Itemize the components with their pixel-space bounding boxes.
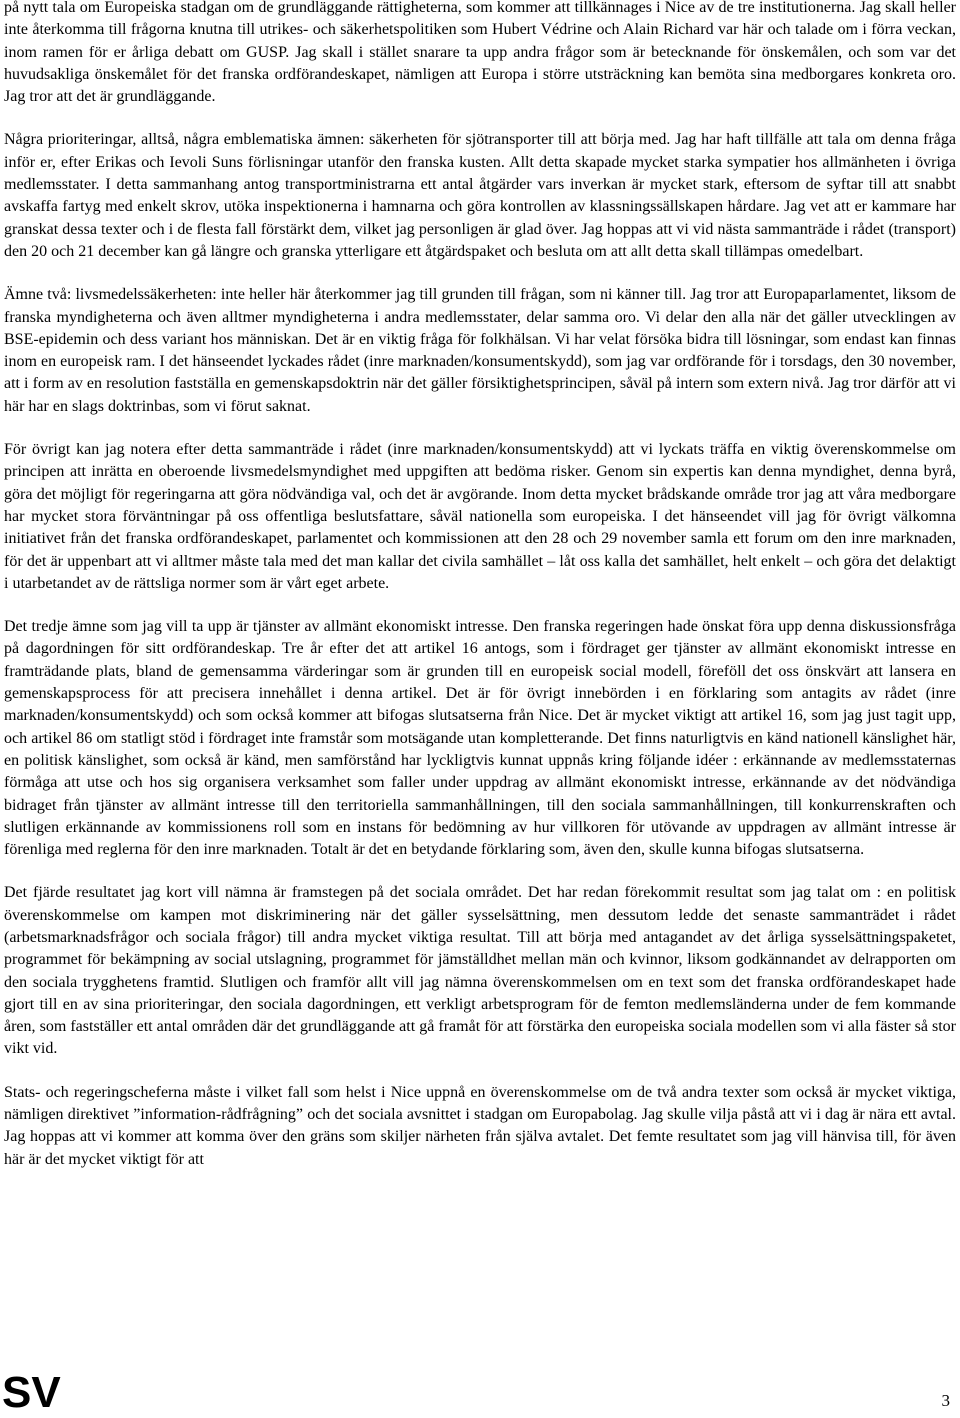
paragraph-1: på nytt tala om Europeiska stadgan om de grundläggande rättigheterna, som kommer att tillkännages i Nice av de tre institutionerna. Jag skall heller inte återkomma till frågorna knutna till utrikes- och säkerhetspolitiken som Hubert Védrine och Alain Richard var här och talade om i förra veckan, inom ramen för er årliga debatt om GUSP. Jag skall i stället snarare ta upp andra frågor som är betecknande för önskemålen, och som var det huvudsakliga önskemålet för det franska ordförandeskapet, nämligen att Europa i större utsträckning kan bemöta sina medborgares konkreta oro. Jag tror att det är grundläggande. [4, 0, 956, 106]
paragraph-4: För övrigt kan jag notera efter detta sammanträde i rådet (inre marknaden/konsumentskydd) att vi lyckats träffa en viktig överenskommelse om principen att inrätta en oberoende livsmedelsmyndighet med uppgiften att bedöma risker. Genom sin expertis kan denna myndighet, denna byrå, göra det möjligt för regeringarna att göra nödvändiga val, och det är avgörande. Inom detta mycket brådskande område tror jag att våra medborgare har mycket stora förväntningar på oss offentliga beslutsfattare, såväl nationella som europeiska. I det hänseendet vill jag för övrigt välkomna initiativet från det franska ordförandeskapet, parlamentet och kommissionen att den 28 och 29 november samla ett forum om den inre marknaden, för det är uppenbart att vi alltmer måste tala med det man kallar det civila samhället – låt oss kalla det samhället, helt enkelt – och göra det delaktigt i utarbetandet av de rättsliga normer som är vårt eget arbete. [4, 441, 956, 592]
paragraph-7: Stats- och regeringscheferna måste i vilket fall som helst i Nice uppnå en överenskommelse om de två andra texter som också är mycket viktiga, nämligen direktivet ”information-rådfrågning” och det sociala avsnittet i stadgan om Europabolag. Jag skulle vilja påstå att vi i dag är nära ett avtal. Jag hoppas att vi kommer att komma över den gräns som skiljer närheten från själva avtalet. Det femte resultatet som jag vill hänvisa till, för även här är det mycket viktigt för att [4, 1083, 956, 1168]
page-number: 3 [941, 1391, 950, 1410]
paragraph-2: Några prioriteringar, alltså, några emblematiska ämnen: säkerheten för sjötransporter till att börja med. Jag har haft tillfälle att tala om denna fråga inför er, efter Erikas och Ievoli Suns förlisningar utanför den franska kusten. Allt detta skapade mycket starka sympatier hos allmänheten i övriga medlemsstater. I detta sammanhang antog transportministrarna ett antal åtgärder vars inverkan är mycket stark, eftersom de syftar till att snabbt avskaffa fartyg med enkelt skrov, utöka inspektionerna i hamnarna och göra kontrollen av klassningssällskapen hårdare. Jag vet att er kammare har granskat dessa texter och i de flesta fall förstärkt dem, vilket jag personligen är glad över. Jag hoppas att vi vid nästa sammanträde i rådet (transport) den 20 och 21 december kan gå längre och granska ytterligare ett åtgärdspaket och besluta om att allt detta skall tillämpas omedelbart. [4, 131, 956, 260]
language-code: SV [2, 1368, 61, 1417]
paragraph-6: Det fjärde resultatet jag kort vill nämna är framstegen på det sociala området. Det har redan förekommit resultat som jag talat om : en politisk överenskommelse om kampen mot diskriminering när det gäller sysselsättning, men dessutom ledde det senaste sammanträdet i rådet (arbetsmarknadsfrågor och sociala frågor) till andra mycket viktiga resultat. Till att börja med antagandet av det årliga sysselsättningspaketet, programmet för bekämpning av social utslagning, programmet för jämställdhet mellan män och kvinnor, liksom godkännandet av delrapporten om den sociala trygghetens framtid. Slutligen och framför allt vill jag nämna överenskommelsen om en text som det franska ordförandeskapet hade gjort till en av sina prioriteringar, den sociala dagordningen, ett verkligt arbetsprogram för de femton medlemsländerna under de fem kommande åren, som fastställer ett antal områden där det grundläggande att gå framåt för att förstärka den europeiska sociala modellen som vi alla fäster så stor vikt vid. [4, 884, 956, 1058]
paragraph-3: Ämne två: livsmedelssäkerheten: inte heller här återkommer jag till grunden till frågan, som ni känner till. Jag tror att Europaparlamentet, liksom de franska myndigheterna och även alltmer myndigheterna i andra medlemsstater, delar samma oro. Vi delar den alla när det gäller utvecklingen av BSE-epidemin och dess variant hos människan. Det är en viktig fråga för folkhälsan. Vi har velat försöka bidra till lösningar, som endast kan finnas inom en europeisk ram. I det hänseendet lyckades rådet (inre marknaden/konsumentskydd), som jag var ordförande för i torsdags, den 30 november, att i form av en resolution fastställa en gemenskapsdoktrin när det gäller försiktighetsprincipen, såväl på intern som extern nivå. Jag tror därför att vi här har en slags doktrinbas, som vi förut saknat. [4, 286, 956, 415]
paragraph-5: Det tredje ämne som jag vill ta upp är tjänster av allmänt ekonomiskt intresse. Den franska regeringen hade önskat föra upp denna diskussionsfråga på dagordningen för sitt ordförandeskap. Tre år efter det att artikel 16 antogs, som i fördraget ger tjänster av allmänt ekonomiskt intresse en framträdande plats, bland de gemensamma värderingar som är grunden till en europeisk social modell, föreföll det oss önskvärt att lansera en gemenskapsprocess för att precisera innehållet i denna artikel. Det är för övrigt innebörden i en förklaring som antagits av rådet (inre marknaden/konsumentskydd) och som också kommer att bifogas slutsatserna från Nice. Det är mycket viktigt att artikel 16, som jag just tagit upp, och artikel 86 om statligt stöd i fördraget inte framstår som motsägande utan kompletterande. Det finns naturligtvis en känd nationell känslighet här, en politisk känslighet, som också är känd, men samförstånd har lyckligtvis kunnat uppnås kring följande idéer : erkännande av medlemsstaternas förmåga att utse och hos sig organisera verksamhet som faller under uppdrag av allmänt ekonomiskt intresse, erkännande av det nödvändiga bidraget från tjänster av allmänt intresse till den territoriella sammanhållningen, till den sociala sammanhållningen, till konkurrenskraften och slutligen erkännande av kommissionens roll som en instans för bedömning av hur villkoren för utövande av uppdragen av allmänt intresse är förenliga med reglerna för den inre marknaden. Totalt är det en betydande förklaring som, även den, skulle kunna bifogas slutsatserna. [4, 618, 956, 859]
document-page [4, 0, 956, 1171]
